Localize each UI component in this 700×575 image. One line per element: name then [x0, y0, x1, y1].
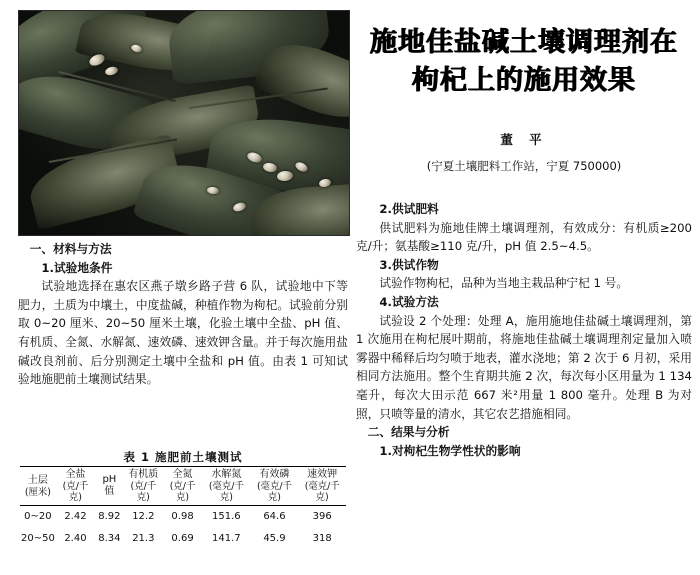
- cell-available-potassium: 318: [312, 533, 332, 544]
- column-header-label: pH 值: [102, 474, 117, 497]
- right-column: [356, 200, 692, 460]
- cell-total-salt: 2.42: [56, 506, 95, 529]
- cell-soil-layer: 20~50: [21, 533, 55, 544]
- cell-available-phosphorus: 64.6: [251, 506, 299, 529]
- section-heading-materials: 一、材料与方法: [29, 242, 112, 256]
- column-header-soil-layer: [20, 467, 56, 506]
- column-header-label: 全氮: [172, 469, 193, 480]
- subsection-heading-biological-traits: 1.对枸杞生物学性状的影响: [379, 443, 521, 458]
- paragraph-fertilizer: 供试肥料为施地佳牌土壤调理剂，有效成分：有机质≥200 克/升；氨基酸≥110 克/升，pH 值 2.5~4.5。: [356, 220, 692, 254]
- cell-total-salt: 2.40: [64, 533, 87, 544]
- subsection-heading-fertilizer: 2.供试肥料: [379, 202, 439, 216]
- column-header-label: 水解氮: [211, 469, 242, 480]
- paragraph-test-site: 试验地选择在惠农区燕子墩乡路子营 6 队，试验地中下等肥力，土质为中壤土，中度盐碱，种植作物为枸杞。试验前分别取 0~20 厘米、20~50 厘米土壤，化验土壤中全盐、pH 值、有机质、全氮、水解氮、速效磷、速效钾含量。并于每次施用盐碱改良剂前、后分别测定土壤中全盐和 pH 值。由表 1 可知试验地施肥前土壤测试结果。: [18, 279, 348, 387]
- column-header-total-nitrogen: [163, 467, 202, 506]
- cell-ph: 8.92: [95, 506, 124, 529]
- column-header-unit: (克/千克): [169, 481, 196, 503]
- cell-available-phosphorus: 45.9: [263, 533, 286, 544]
- cell-available-potassium: 396: [298, 506, 346, 529]
- table-header-row: [20, 467, 346, 506]
- table-caption: 表 1 施肥前土壤测试: [123, 450, 243, 464]
- column-header-available-phosphorus: [251, 467, 299, 506]
- cell-hydrolyzed-nitrogen: 141.7: [212, 533, 241, 544]
- column-header-available-potassium: [298, 467, 346, 506]
- left-column: [18, 240, 348, 389]
- column-header-hydrolyzed-nitrogen: [202, 467, 250, 506]
- soil-test-table: [20, 466, 346, 550]
- column-header-label: 土层: [27, 474, 48, 486]
- column-header-label: 有效磷: [259, 469, 290, 480]
- paragraph-crop: 试验作物枸杞，品种为当地主栽品种宁杞 1 号。: [379, 276, 629, 291]
- subsection-heading-method: 4.试验方法: [379, 294, 439, 309]
- author-affiliation: (宁夏土壤肥料工作站，宁夏 750000): [426, 159, 622, 173]
- cell-total-nitrogen: 0.69: [171, 533, 194, 544]
- column-header-unit: (毫克/千克): [208, 481, 244, 503]
- table-header: [20, 467, 346, 506]
- column-header-label: 有机质: [128, 469, 159, 480]
- table-row: [20, 528, 346, 550]
- article-title: [356, 24, 692, 100]
- section-heading-results: 二、结果与分析: [367, 425, 450, 440]
- cell-organic-matter: 21.3: [132, 533, 155, 544]
- column-header-unit: (克/千克): [62, 481, 89, 503]
- column-header-unit: (毫克/千克): [304, 481, 340, 503]
- cell-hydrolyzed-nitrogen: 151.6: [202, 506, 250, 529]
- subsection-heading-conditions: 1.试验地条件: [41, 260, 113, 275]
- column-header-label: 速效钾: [307, 469, 338, 480]
- column-header-unit: (克/千克): [130, 481, 157, 503]
- cell-organic-matter: 12.2: [124, 506, 163, 529]
- article-title-line-1: 施地佳盐碱土壤调理剂在: [370, 27, 678, 58]
- column-header-unit: (毫克/千克): [256, 481, 292, 503]
- cell-total-nitrogen: 0.98: [163, 506, 202, 529]
- column-header-label: 全盐: [65, 469, 86, 480]
- column-header-total-salt: [56, 467, 95, 506]
- table-row: [20, 506, 346, 529]
- cell-ph: 8.34: [98, 533, 121, 544]
- author-name: 董 平: [500, 132, 548, 147]
- article-photo: [18, 10, 350, 236]
- column-header-unit: (厘米): [24, 486, 51, 498]
- column-header-ph: [95, 467, 124, 506]
- paragraph-method: 试验设 2 个处理：处理 A，施用施地佳盐碱土壤调理剂，第 1 次施用在枸杞展叶期前，将施地佳盐碱土壤调理剂定量加入喷雾器中稀释后均匀喷于地表，灌水浇地；第 2 次于 6 月初，采用相同方法施用。整个生育期共施 2 次，每次每小区用量为 1 134 毫升，每次大田示范 667 米²用量 1 800 毫升。处理 B 为对照，只喷等量的清水，其它农艺措施相同。: [356, 313, 692, 421]
- table-body: [20, 506, 346, 551]
- subsection-heading-crop: 3.供试作物: [379, 257, 439, 272]
- article-title-line-2: 枸杞上的施用效果: [412, 65, 636, 96]
- column-header-organic-matter: [124, 467, 163, 506]
- cell-soil-layer: 0~20: [20, 506, 56, 529]
